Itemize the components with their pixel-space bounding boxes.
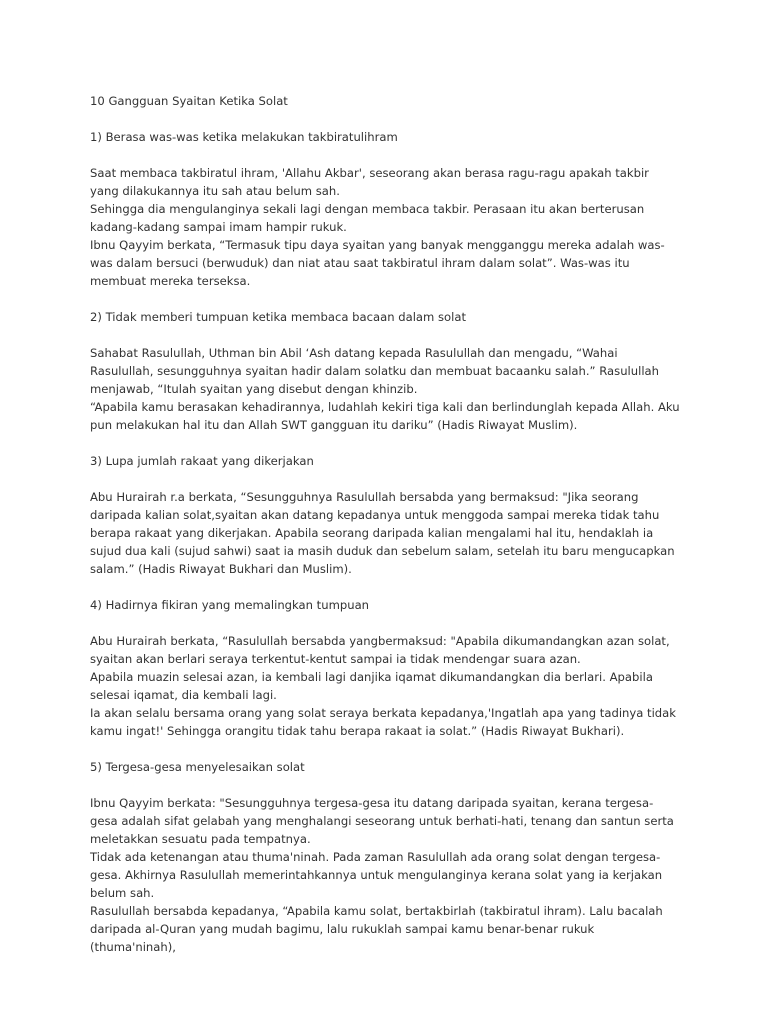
paragraph: Ibnu Qayyim berkata, “Termasuk tipu daya syaitan yang banyak mengganggu mereka adalah was-was dalam bersuci (berwuduk) dan niat atau saat takbiratul ihram dalam solat”. Was-was itu membuat mereka terseksa. <box>90 238 665 288</box>
document-title: 10 Gangguan Syaitan Ketika Solat <box>90 94 288 108</box>
paragraph: Ia akan selalu bersama orang yang solat seraya berkata kepadanya,'Ingatlah apa yang tadinya tidak kamu ingat!' Sehingga orangitu tidak tahu berapa rakaat ia solat.” (Hadis Riwayat Bukhari). <box>90 706 676 738</box>
section-body <box>90 794 680 956</box>
paragraph: Tidak ada ketenangan atau thuma'ninah. Pada zaman Rasulullah ada orang solat dengan tergesa-gesa. Akhirnya Rasulullah memerintahkannya untuk mengulanginya kerana solat yang ia kerjakan belum sah. <box>90 850 663 900</box>
paragraph: Abu Hurairah r.a berkata, “Sesungguhnya Rasulullah bersabda yang bermaksud: "Jika seorang daripada kalian solat,syaitan akan datang kepadanya untuk menggoda sampai mereka tidak tahu berapa rakaat yang dikerjakan. Apabila seorang daripada kalian mengalami hal itu, hendaklah ia sujud dua kali (sujud sahwi) saat ia masih duduk dan sebelum salam, setelah itu baru mengucapkan salam.” (Hadis Riwayat Bukhari dan Muslim). <box>90 490 675 576</box>
paragraph: Rasulullah bersabda kepadanya, “Apabila kamu solat, bertakbirlah (takbiratul ihram). Lalu bacalah daripada al-Quran yang mudah bagimu, lalu rukuklah sampai kamu benar-benar rukuk (thuma'ninah), <box>90 904 663 954</box>
section-2 <box>90 308 680 434</box>
section-1 <box>90 128 680 290</box>
section-heading: 4) Hadirnya fikiran yang memalingkan tumpuan <box>90 598 370 612</box>
section-body <box>90 488 680 578</box>
section-heading: 3) Lupa jumlah rakaat yang dikerjakan <box>90 454 314 468</box>
section-body <box>90 164 680 290</box>
section-heading: 5) Tergesa-gesa menyelesaikan solat <box>90 760 305 774</box>
paragraph: “Apabila kamu berasakan kehadirannya, ludahlah kekiri tiga kali dan berlindunglah kepada Allah. Aku pun melakukan hal itu dan Allah SWT gangguan itu dariku” (Hadis Riwayat Muslim). <box>90 400 680 432</box>
paragraph: Saat membaca takbiratul ihram, 'Allahu Akbar', seseorang akan berasa ragu-ragu apakah takbir yang dilakukannya itu sah atau belum sah. <box>90 166 649 198</box>
paragraph: Apabila muazin selesai azan, ia kembali lagi danjika iqamat dikumandangkan dia berlari. Apabila selesai iqamat, dia kembali lagi. <box>90 670 653 702</box>
paragraph: Ibnu Qayyim berkata: "Sesungguhnya tergesa-gesa itu datang daripada syaitan, kerana tergesa-gesa adalah sifat gelabah yang menghalangi seseorang untuk berhati-hati, tenang dan santun serta meletakkan sesuatu pada tempatnya. <box>90 796 674 846</box>
document-page <box>90 92 680 974</box>
section-body <box>90 344 680 434</box>
section-body <box>90 632 680 740</box>
section-5 <box>90 758 680 956</box>
paragraph: Sahabat Rasulullah, Uthman bin Abil ‘Ash datang kepada Rasulullah dan mengadu, “Wahai Rasulullah, sesungguhnya syaitan hadir dalam solatku dan membuat bacaanku salah.” Rasulullah menjawab, “Itulah syaitan yang disebut dengan khinzib. <box>90 346 660 396</box>
paragraph: Sehingga dia mengulanginya sekali lagi dengan membaca takbir. Perasaan itu akan berterusan kadang-kadang sampai imam hampir rukuk. <box>90 202 645 234</box>
paragraph: Abu Hurairah berkata, “Rasulullah bersabda yangbermaksud: "Apabila dikumandangkan azan solat, syaitan akan berlari seraya terkentut-kentut sampai ia tidak mendengar suara azan. <box>90 634 670 666</box>
section-3 <box>90 452 680 578</box>
section-4 <box>90 596 680 740</box>
section-heading: 2) Tidak memberi tumpuan ketika membaca bacaan dalam solat <box>90 310 467 324</box>
section-heading: 1) Berasa was-was ketika melakukan takbiratulihram <box>90 130 398 144</box>
